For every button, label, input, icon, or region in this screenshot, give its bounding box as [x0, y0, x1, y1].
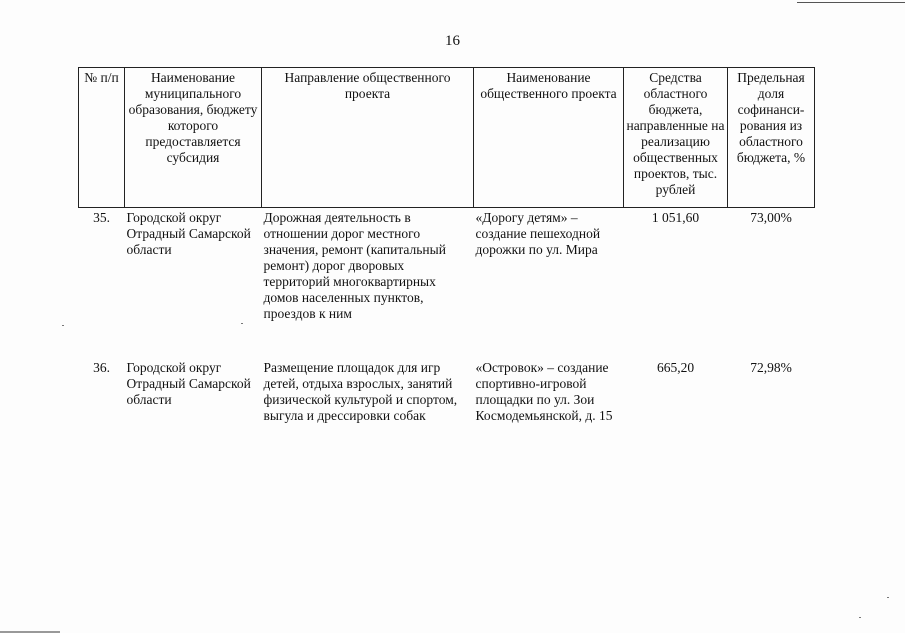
table-row — [79, 358, 815, 460]
row-share: 72,98% — [750, 360, 792, 375]
table-row — [79, 208, 815, 359]
header-number: № п/п — [79, 68, 125, 208]
row-project: «Дорогу детям» – создание пешеходной дорожки по ул. Мира — [475, 210, 601, 257]
header-municipality: Наименование муниципального образования, бюджету которого предоставляется субсидия — [125, 68, 262, 208]
row-share: 73,00% — [750, 210, 792, 225]
page-number: 16 — [445, 33, 460, 49]
row-funds: 665,20 — [656, 360, 695, 375]
header-funds: Средства областного бюджета, направленные на реализацию общественных проектов, тыс. рублей — [624, 68, 728, 208]
header-project: Наименование общественного проекта — [474, 68, 624, 208]
table-header-row — [79, 68, 815, 208]
row-funds: 1 051,60 — [651, 210, 700, 225]
row-municipality: Городской округ Отрадный Самарской области — [126, 360, 251, 407]
row-direction: Размещение площадок для игр детей, отдыха взрослых, занятий физической культурой и спортом, выгула и дрессировки собак — [263, 360, 458, 423]
row-project: «Островок» – создание спортивно-игровой площадки по ул. Зои Космодемьянской, д. 15 — [475, 360, 613, 423]
header-direction: Направление общественного проекта — [262, 68, 474, 208]
header-share: Предельная доля софинанси-рования из областного бюджета, % — [728, 68, 815, 208]
scan-speck — [62, 325, 64, 326]
row-direction: Дорожная деятельность в отношении дорог местного значения, ремонт (капитальный ремонт) дорог дворовых территорий многоквартирных домов населенных пунктов, проездов к ним — [263, 210, 446, 321]
row-number: 35. — [93, 210, 110, 225]
scan-speck — [887, 597, 889, 598]
subsidy-table — [78, 67, 815, 460]
scan-speck — [859, 617, 861, 618]
row-number: 36. — [93, 360, 110, 375]
top-edge-rule — [797, 2, 905, 3]
row-municipality: Городской округ Отрадный Самарской области — [126, 210, 251, 257]
scan-speck — [241, 323, 243, 324]
